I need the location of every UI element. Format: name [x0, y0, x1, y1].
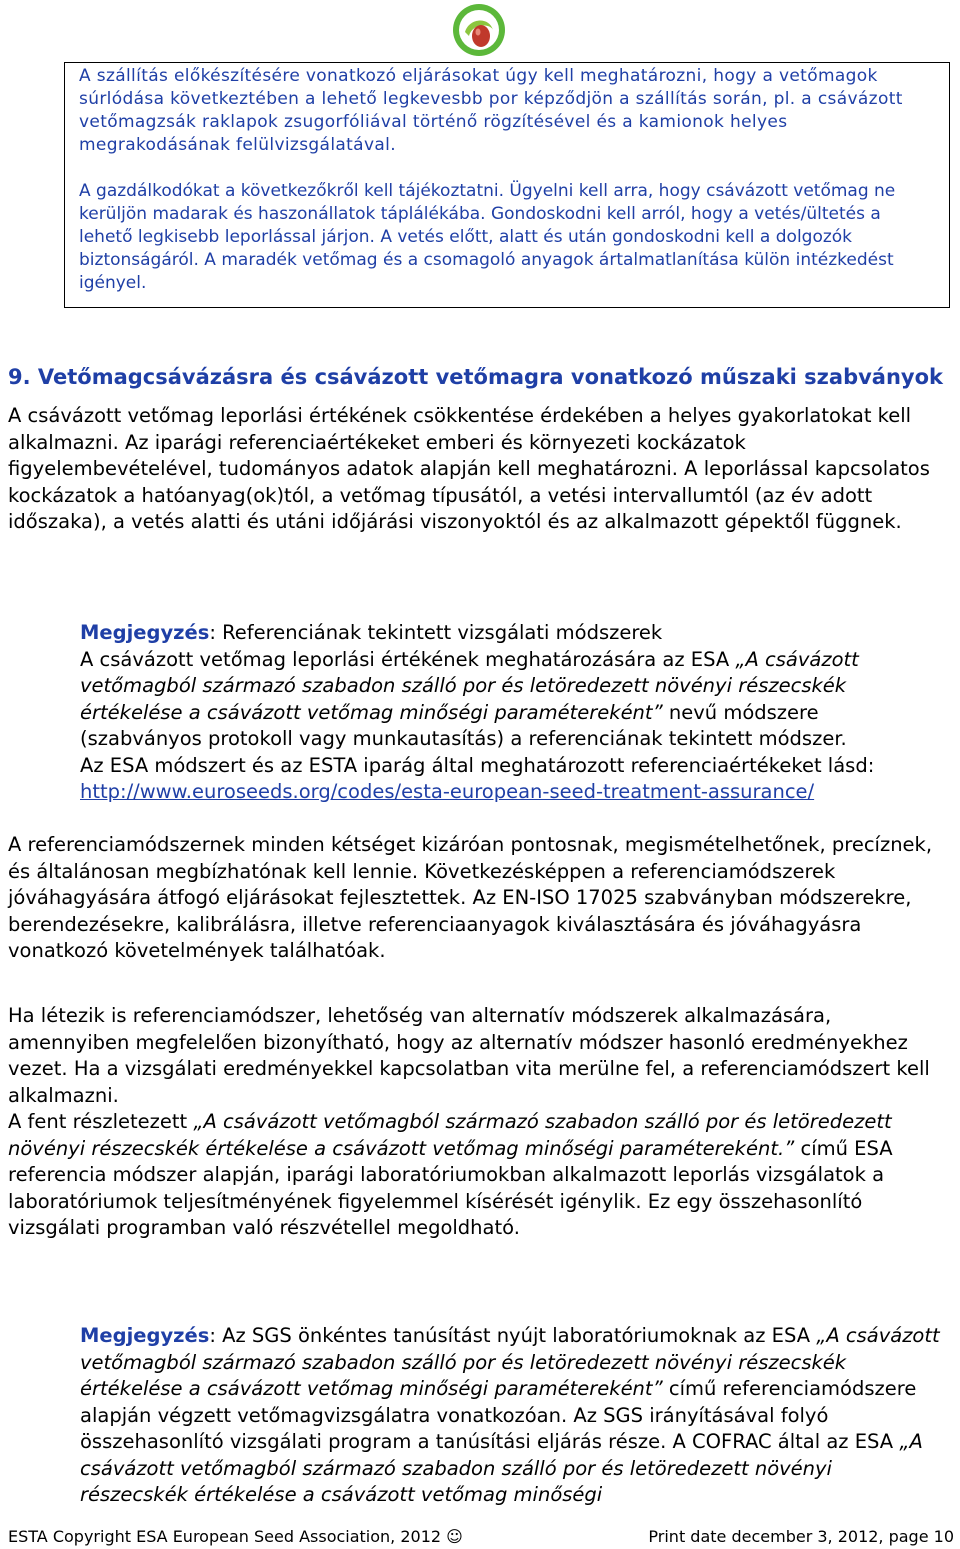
note-title-text: : Referenciának tekintett vizsgálati módszerek: [209, 621, 663, 644]
footer-copyright: ESTA Copyright ESA European Seed Association, 2012 ☺: [8, 1527, 463, 1546]
footer-print-date: Print date december 3, 2012, page 10: [648, 1527, 954, 1546]
section-title: Vetőmagcsávázásra és csávázott vetőmagra vonatkozó műszaki szabványok: [37, 365, 943, 389]
note-method-text: [80, 647, 940, 753]
note-ref-text: Az ESA módszert és az ESTA iparág által meghatározott referenciaértékeket lásd:: [80, 753, 875, 777]
note-method-suffix: nevű módszere (szabványos protokoll vagy munkautasítás) a referenciának tekintett módszer.: [80, 700, 847, 750]
euroseeds-link[interactable]: http://www.euroseeds.org/codes/esta-european-seed-treatment-assurance/: [80, 780, 815, 803]
lab-tests-suffix: című ESA referencia módszer alapján, iparági laboratóriumokban alkalmazott leporlás vizsgálatok a laboratóriumok teljesítményének figyelemmel kísérését igénylik. Ez egy összehasonlító vizsgálati programban való részvétellel megoldható.: [8, 1136, 893, 1239]
paragraph-dust-practices: A csávázott vetőmag leporlási értékének csökkentése érdekében a helyes gyakorlatokat kell alkalmazni. Az iparági referenciaértékeket emberi és környezeti kockázatok figyelembevételével, tudományos adatok alapján kell meghatározni. A leporlással kapcsolatos kockázatok a hatóanyag(ok)tól, a vetőmag típusától, a vetési intervallumtól (az év adott időszaka), a vetés alatti és utáni időjárási viszonyoktól és az alkalmazott gépektől függnek.: [8, 404, 930, 533]
paragraph-alternative-methods: Ha létezik is referenciamódszer, lehetőség van alternatív módszerek alkalmazására, amennyiben megfelelően bizonyítható, hogy az alternatív módszer hasonló eredményekhez vezet. Ha a vizsgálati eredményekkel kapcsolatban vita merülne fel, a referenciamódszert kell alkalmazni.: [8, 1004, 930, 1107]
note-sgs-certification: [80, 1323, 940, 1509]
note2-label: Megjegyzés: [80, 1324, 210, 1347]
paragraph-lab-tests: [8, 1109, 953, 1242]
page-footer: [8, 1526, 954, 1548]
section-number: 9.: [8, 365, 31, 389]
method-title: „A csávázott vetőmagból származó szabadon szálló por és letöredezett növényi részecskék értékelése a csávázott vetőmag minőségi paramétereként”: [80, 647, 859, 724]
box-paragraph-farmers: A gazdálkodókat a következőkről kell tájékoztatni. Ügyelni kell arra, hogy csávázott vetőmag ne kerüljön madarak és haszonállatok táplálékába. Gondoskodni kell arról, hogy a vetés/ültetés a lehető legkisebb leporlással járjon. A vetés előtt, alatt és után gondoskodni kell a dolgozók biztonságáról. A maradék vetőmag és a csomagoló anyagok ártalmatlanítása külön intézkedést igényel.: [79, 181, 896, 293]
note-label: Megjegyzés: [80, 621, 210, 644]
note-method-prefix: A csávázott vetőmag leporlási értékének meghatározására az ESA: [80, 647, 736, 671]
note-heading-line: [80, 620, 940, 647]
note2-method-title-2: „A csávázott vetőmagból származó szabadon szálló por és letöredezett növényi részecskék értékelése a csávázott vetőmag minőségi: [80, 1430, 923, 1506]
esta-logo-icon: [451, 2, 507, 58]
note2-text1: : Az SGS önkéntes tanúsítást nyújt laboratóriumoknak az ESA: [209, 1324, 817, 1347]
lab-tests-prefix: A fent részletezett: [8, 1110, 194, 1133]
section-heading: [8, 364, 953, 390]
lab-tests-method-title: „A csávázott vetőmagból származó szabadon szálló por és letöredezett növényi részecskék értékelése a csávázott vetőmag minőségi paramétereként.”: [8, 1110, 892, 1160]
transport-info-box: [64, 62, 950, 308]
note2-text2: című referenciamódszere alapján végzett vetőmagvizsgálatra vonatkozóan. Az SGS irányításával folyó összehasonlító vizsgálati program a tanúsítási eljárás része. A COFRAC által az ESA: [80, 1377, 917, 1453]
note-reference-methods: [80, 620, 940, 806]
note2-method-title: „A csávázott vetőmagból származó szabadon szálló por és letöredezett növényi részecskék értékelése a csávázott vetőmag minőségi paramétereként”: [80, 1324, 940, 1400]
paragraph-reference-requirements: A referenciamódszernek minden kétséget kizáróan pontosnak, megismételhetőnek, precíznek, és általánosan megbízhatónak kell lennie. Következésképpen a referenciamódszerek jóváhagyására átfogó eljárásokat fejlesztettek. Az EN-ISO 17025 szabványban módszerekre, berendezésekre, kalibrálásra, illetve referenciaanyagok kiválasztására és jóváhagyásra vonatkozó követelmények találhatóak.: [8, 833, 933, 962]
box-paragraph-transport: A szállítás előkészítésére vonatkozó eljárásokat úgy kell meghatározni, hogy a vetőmagok súrlódása következtében a lehető legkevesbb por képződjön a szállítás során, pl. a csávázott vetőmagzsák raklapok zsugorfóliával történő rögzítésével és a kamionok helyes megrakodásának felülvizsgálatával.: [79, 66, 903, 155]
